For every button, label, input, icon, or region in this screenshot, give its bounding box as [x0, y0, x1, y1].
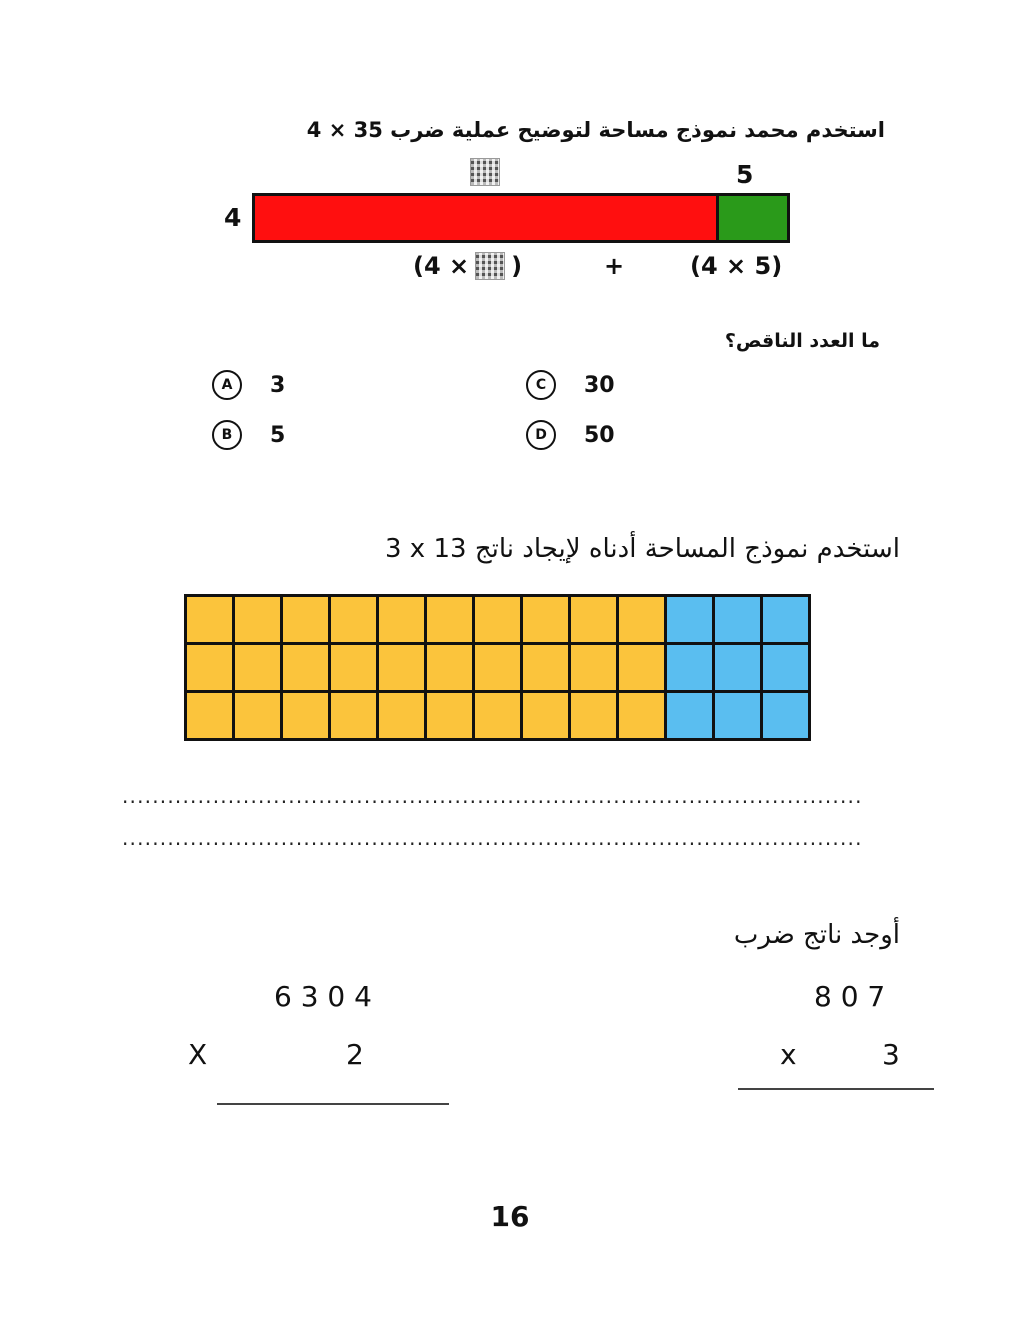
question1-title-text: استخدم محمد نموذج مساحة لتوضيح عملية ضرب	[390, 118, 885, 142]
grid-cell-yellow	[619, 597, 664, 642]
option-d[interactable]	[526, 420, 615, 450]
option-a-letter: A	[212, 370, 242, 400]
grid-cell-blue	[715, 645, 760, 690]
grid-cell-yellow	[283, 693, 328, 738]
left-problem-answer-line[interactable]	[217, 1103, 449, 1105]
grid-cell-yellow	[331, 597, 376, 642]
grid-cell-blue	[763, 645, 808, 690]
grid-cell-blue	[715, 693, 760, 738]
grid-cell-yellow	[187, 693, 232, 738]
left-problem-top-number: 6 3 0 4	[274, 980, 372, 1013]
expression-left-open: (4 ×	[413, 252, 470, 280]
answer-line-1[interactable]: ..................................................................................................	[122, 784, 863, 808]
area-model-bar	[252, 193, 790, 243]
left-problem-multiplier: 2	[346, 1038, 364, 1071]
expression-left	[413, 252, 522, 280]
right-problem-multiplier: 3	[882, 1038, 900, 1071]
option-b[interactable]	[212, 420, 285, 450]
area-model-red-part	[255, 196, 719, 240]
option-d-letter: D	[526, 420, 556, 450]
obscured-missing-number-icon	[470, 158, 500, 186]
plus-sign: +	[604, 252, 625, 280]
grid-cell-yellow	[187, 597, 232, 642]
grid-cell-yellow	[571, 597, 616, 642]
expression-left-close: )	[511, 252, 523, 280]
option-a[interactable]	[212, 370, 285, 400]
grid-cell-yellow	[523, 693, 568, 738]
grid-cell-blue	[763, 597, 808, 642]
grid-cell-yellow	[619, 693, 664, 738]
question2-title-text: استخدم نموذج المساحة أدناه لإيجاد ناتج	[474, 534, 900, 564]
grid-cell-yellow	[235, 693, 280, 738]
grid-cell-yellow	[571, 693, 616, 738]
area-model-grid	[184, 594, 811, 741]
grid-cell-yellow	[427, 597, 472, 642]
grid-cell-yellow	[619, 645, 664, 690]
page-number: 16	[490, 1200, 530, 1233]
grid-cell-yellow	[187, 645, 232, 690]
obscured-number-icon	[475, 252, 505, 280]
grid-cell-yellow	[475, 693, 520, 738]
grid-cell-blue	[715, 597, 760, 642]
answer-line-2[interactable]: ..................................................................................................	[122, 826, 863, 850]
expression-right: (4 × 5)	[690, 252, 783, 280]
grid-cell-yellow	[283, 645, 328, 690]
grid-cell-blue	[667, 693, 712, 738]
option-c-value: 30	[584, 372, 615, 398]
grid-cell-yellow	[283, 597, 328, 642]
grid-cell-yellow	[523, 597, 568, 642]
option-a-value: 3	[270, 372, 286, 398]
grid-cell-blue	[667, 597, 712, 642]
option-c-letter: C	[526, 370, 556, 400]
grid-cell-yellow	[475, 597, 520, 642]
grid-cell-yellow	[235, 597, 280, 642]
right-problem-answer-line[interactable]	[738, 1088, 934, 1090]
grid-cell-yellow	[331, 645, 376, 690]
right-problem-operator: x	[780, 1038, 797, 1071]
question1-prompt: ما العدد الناقص؟	[724, 330, 880, 352]
question3-title: أوجد ناتج ضرب	[733, 920, 900, 950]
grid-cell-blue	[763, 693, 808, 738]
bar-top-label-right: 5	[736, 160, 754, 189]
grid-cell-yellow	[235, 645, 280, 690]
question2-title	[300, 534, 900, 564]
grid-cell-yellow	[379, 645, 424, 690]
left-problem-operator: X	[188, 1038, 208, 1071]
question1-title	[230, 118, 885, 142]
grid-cell-blue	[667, 645, 712, 690]
grid-cell-yellow	[523, 645, 568, 690]
option-b-letter: B	[212, 420, 242, 450]
grid-cell-yellow	[427, 693, 472, 738]
option-d-value: 50	[584, 422, 615, 448]
right-problem-top-number: 8 0 7	[814, 980, 886, 1013]
grid-cell-yellow	[331, 693, 376, 738]
bar-side-label: 4	[224, 203, 242, 232]
grid-cell-yellow	[379, 693, 424, 738]
option-b-value: 5	[270, 422, 286, 448]
area-model-green-part	[719, 196, 787, 240]
question2-title-expression: 3 x 13	[385, 534, 467, 564]
question1-title-expression: 4 × 35	[306, 118, 383, 142]
option-c[interactable]	[526, 370, 615, 400]
grid-cell-yellow	[475, 645, 520, 690]
grid-cell-yellow	[427, 645, 472, 690]
grid-cell-yellow	[571, 645, 616, 690]
grid-cell-yellow	[379, 597, 424, 642]
